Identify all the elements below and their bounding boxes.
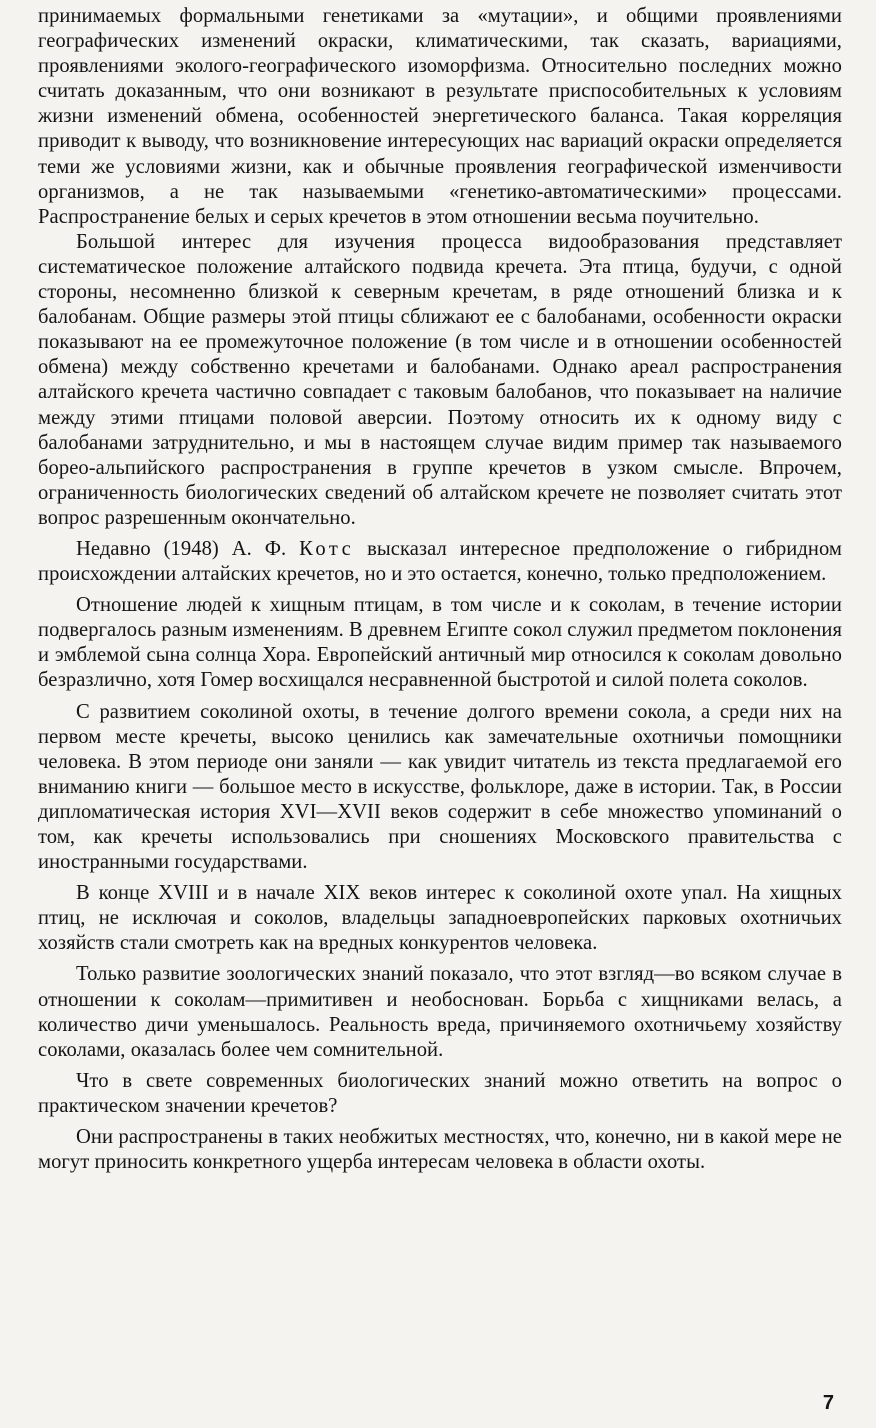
author-name-kots: Котс xyxy=(299,537,355,560)
paragraph-history: Отношение людей к хищным птицам, в том числе и к соколам, в течение истории подвергалось разным изменениям. В древнем Египте сокол служил предметом поклонения и эмблемой сына солнца Хора. Европейский античный мир относился к соколам довольно безразлично, хотя Гомер восхищался несравненной быстротой и силой полета соколов. xyxy=(38,594,842,692)
paragraph-continuation: принимаемых формальными генетиками за «мутации», и общими проявлениями географических изменений окраски, климатическими, так сказать, вариациями, проявлениями эколого-географического изоморфизма. Относительно последних можно считать доказанным, что они возникают в результате приспособительных к условиям жизни изменений обмена, особенностей энергетического баланса. Такая корреляция приводит к выводу, что возникновение интересующих нас вариаций окраски определяется теми же условиями жизни, как и обычные проявления географической изменчивости организмов, а не так называемыми «генетико-автоматическими» процессами. Распространение белых и серых кречетов в этом отношении весьма поучительно. xyxy=(38,5,842,228)
paragraph-answer: Они распространены в таких необжитых местностях, что, конечно, ни в какой мере не могут приносить конкретного ущерба интересам человека в области охоты. xyxy=(38,1126,842,1174)
page-body xyxy=(38,4,842,1175)
paragraph-zoology: Только развитие зоологических знаний показало, что этот взгляд—во всяком случае в отношении к соколам—примитивен и необоснован. Борьба с хищниками велась, а количество дичи уменьшалось. Реальность вреда, причиняемого охотничьему хозяйству соколами, оказалась более чем сомнительной. xyxy=(38,963,842,1061)
kots-text-after: высказал интересное предположение о гибридном происхождении алтайских кречетов, но и это остается, конечно, только предположением. xyxy=(38,537,842,586)
kots-text-before: Недавно (1948) А. Ф. xyxy=(76,537,300,560)
paragraph-kots-hypothesis xyxy=(38,537,842,587)
paragraph-decline: В конце XVIII и в начале XIX веков интерес к соколиной охоте упал. На хищных птиц, не исключая и соколов, владельцы западноевропейских парковых охотничьих хозяйств стали смотреть как на вредных конкурентов человека. xyxy=(38,882,842,955)
paragraph-question: Что в свете современных биологических знаний можно ответить на вопрос о практическом значении кречетов? xyxy=(38,1069,842,1117)
page-number: 7 xyxy=(822,1392,834,1414)
paragraph-falconry: С развитием соколиной охоты, в течение долгого времени сокола, а среди них на первом месте кречеты, высоко ценились как замечательные охотничьи помощники человека. В этом периоде они заняли — как увидит читатель из текста предлагаемой его вниманию книги — большое место в искусстве, фольклоре, даже в истории. Так, в России дипломатическая история XVI—XVII веков содержит в себе множество упоминаний о том, как кречеты использовались при сношениях Московского правительства с иностранными государствами. xyxy=(38,700,842,874)
paragraph-altai-falcon: Большой интерес для изучения процесса видообразования представляет систематическое положение алтайского подвида кречета. Эта птица, будучи, с одной стороны, несомненно близкой к северным кречетам, в ряде отношений близка и к балобанам. Общие размеры этой птицы сближают ее с балобанами, особенности окраски показывают на ее промежуточное положение (в том числе и в отношении особенностей обмена) между собственно кречетами и балобанами. Однако ареал распространения алтайского кречета частично совпадает с таковым балобанов, что показывает на наличие между этими птицами половой аверсии. Поэтому относить их к одному виду с балобанами затруднительно, и мы в настоящем случае видим пример так называемого борео-альпийского распространения в группе кречетов в узком смысле. Впрочем, ограниченность биологических сведений об алтайском кречете не позволяет считать этот вопрос разрешенным окончательно. xyxy=(38,230,842,529)
